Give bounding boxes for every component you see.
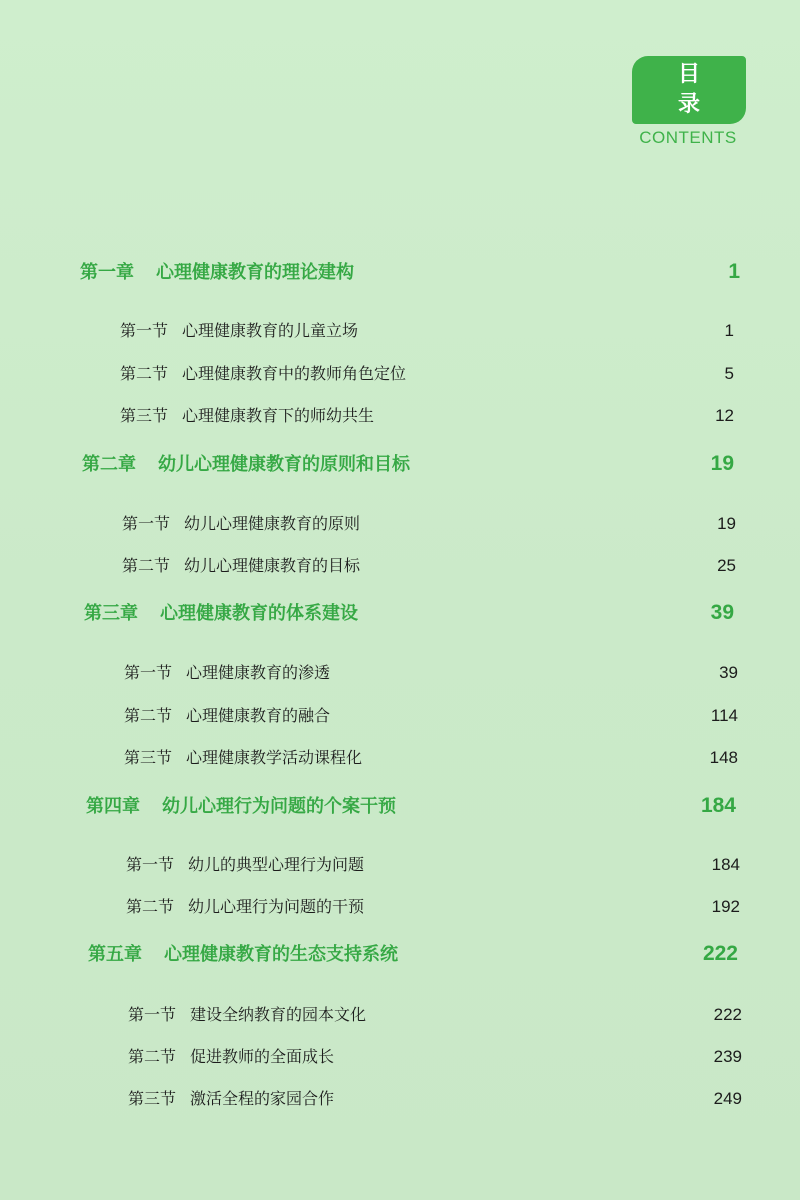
- section-page-number: 148: [709, 748, 738, 767]
- section-ordinal: 第一节: [122, 514, 171, 533]
- toc-chapter-5[interactable]: [88, 940, 738, 966]
- section-page-number: 184: [711, 855, 740, 874]
- section-title: 激活全程的家园合作: [190, 1089, 335, 1108]
- section-title: 心理健康教育下的师幼共生: [182, 406, 375, 425]
- section-ordinal: 第三节: [120, 406, 169, 425]
- chapter-ordinal: 第四章: [86, 796, 140, 817]
- section-title: 建设全纳教育的园本文化: [190, 1005, 367, 1024]
- toc-section-3-2[interactable]: [124, 703, 738, 726]
- chapter-ordinal: 第二章: [82, 454, 136, 475]
- toc-subtitle: CONTENTS: [639, 128, 737, 147]
- toc-section-3-3[interactable]: [124, 745, 738, 768]
- chapter-ordinal: 第三章: [84, 603, 138, 624]
- section-ordinal: 第一节: [120, 321, 169, 340]
- section-ordinal: 第二节: [124, 706, 173, 725]
- chapter-ordinal: 第一章: [80, 262, 134, 283]
- toc-title-badge: 目 录: [632, 56, 746, 124]
- toc-section-4-2[interactable]: [126, 894, 740, 917]
- section-title: 心理健康教育的儿童立场: [182, 321, 359, 340]
- section-page-number: 5: [724, 364, 734, 383]
- section-title: 心理健康教育中的教师角色定位: [182, 364, 407, 383]
- chapter-title: 心理健康教育的理论建构: [156, 262, 354, 283]
- chapter-title: 心理健康教育的体系建设: [160, 603, 358, 624]
- section-ordinal: 第二节: [128, 1047, 177, 1066]
- toc-section-5-3[interactable]: [128, 1086, 742, 1109]
- toc-section-5-1[interactable]: [128, 1002, 742, 1025]
- toc-section-4-1[interactable]: [126, 852, 740, 875]
- chapter-title: 幼儿心理行为问题的个案干预: [162, 796, 396, 817]
- section-page-number: 192: [711, 897, 740, 916]
- toc-section-2-1[interactable]: [122, 511, 736, 534]
- section-ordinal: 第三节: [124, 748, 173, 767]
- section-page-number: 19: [717, 514, 736, 533]
- section-page-number: 12: [715, 406, 734, 425]
- section-page-number: 39: [719, 663, 738, 682]
- section-page-number: 222: [713, 1005, 742, 1024]
- section-page-number: 114: [710, 706, 738, 725]
- toc-section-5-2[interactable]: [128, 1044, 742, 1067]
- toc-chapter-2[interactable]: [82, 450, 734, 476]
- chapter-page-number: 222: [702, 942, 738, 965]
- section-ordinal: 第二节: [122, 556, 171, 575]
- section-page-number: 239: [713, 1047, 742, 1066]
- section-ordinal: 第三节: [128, 1089, 177, 1108]
- section-title: 心理健康教育的渗透: [186, 663, 331, 682]
- section-title: 幼儿的典型心理行为问题: [188, 855, 365, 874]
- chapter-page-number: 184: [700, 794, 736, 817]
- section-ordinal: 第二节: [126, 897, 175, 916]
- section-title: 幼儿心理健康教育的原则: [184, 514, 361, 533]
- toc-chapter-4[interactable]: [86, 792, 736, 818]
- section-title: 心理健康教学活动课程化: [186, 748, 363, 767]
- section-ordinal: 第一节: [124, 663, 173, 682]
- chapter-title: 心理健康教育的生态支持系统: [164, 944, 398, 965]
- chapter-page-number: 1: [728, 260, 740, 283]
- chapter-page-number: 39: [710, 601, 734, 624]
- section-ordinal: 第一节: [126, 855, 175, 874]
- section-page-number: 1: [724, 321, 734, 340]
- toc-chapter-3[interactable]: [84, 599, 734, 625]
- section-page-number: 249: [713, 1089, 742, 1108]
- toc-section-3-1[interactable]: [124, 660, 738, 683]
- section-title: 促进教师的全面成长: [190, 1047, 335, 1066]
- section-title: 幼儿心理健康教育的目标: [184, 556, 361, 575]
- toc-section-2-2[interactable]: [122, 553, 736, 576]
- section-page-number: 25: [717, 556, 736, 575]
- chapter-ordinal: 第五章: [88, 944, 142, 965]
- section-title: 心理健康教育的融合: [186, 706, 331, 725]
- chapter-title: 幼儿心理健康教育的原则和目标: [158, 454, 410, 475]
- toc-chapter-1[interactable]: [80, 258, 740, 284]
- toc-section-1-1[interactable]: [120, 318, 734, 341]
- toc-section-1-2[interactable]: [120, 361, 734, 384]
- section-title: 幼儿心理行为问题的干预: [188, 897, 365, 916]
- section-ordinal: 第一节: [128, 1005, 177, 1024]
- section-ordinal: 第二节: [120, 364, 169, 383]
- chapter-page-number: 19: [710, 452, 734, 475]
- toc-section-1-3[interactable]: [120, 403, 734, 426]
